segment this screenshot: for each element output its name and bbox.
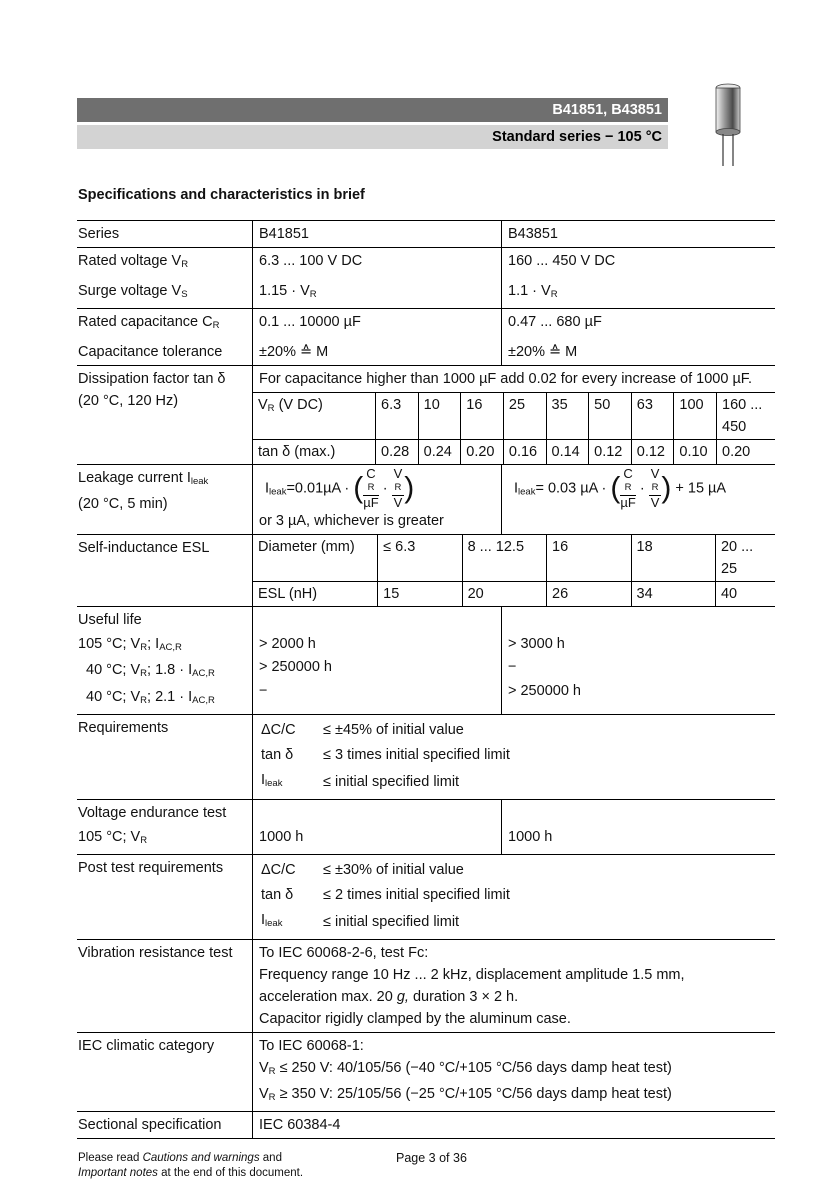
tan-cell: 0.28 (376, 440, 419, 465)
voltage-cell: 35 (546, 393, 589, 440)
row-iec-climatic (77, 1033, 775, 1112)
row-post-test (77, 855, 775, 940)
page-number: Page 3 of 36 (396, 1151, 467, 1165)
tan-cell: 0.12 (631, 440, 674, 465)
tan-header: tan δ (max.) (253, 440, 376, 465)
diameter-header: Diameter (mm) (258, 539, 355, 555)
voltage-cell: 50 (589, 393, 632, 440)
tan-cell: 0.20 (461, 440, 504, 465)
endurance-b: 1000 h (502, 800, 776, 855)
useful-life-a: > 2000 h > 250000 h − (253, 607, 502, 715)
requirements-cell (253, 715, 776, 800)
label-sectional: Sectional specification (77, 1112, 253, 1139)
vr-header: $V_R$ (V DC) (253, 393, 376, 440)
post-test-item: $I_{leak}$ ≤ initial specified limit (261, 912, 460, 930)
diameter-cell: ≤ 6.3 (378, 535, 462, 582)
diameter-cell: 20 ... 25 (715, 535, 775, 582)
series-title: Standard series − 105 °C (492, 129, 662, 145)
endurance-a: 1000 h (253, 800, 502, 855)
capacitor-icon (708, 82, 748, 166)
label-rated-voltage: Rated voltage $V_R$ (77, 248, 253, 279)
leakage-note: or 3 µA, whichever is greater (259, 513, 444, 529)
sectional-value: IEC 60384-4 (253, 1112, 776, 1139)
label-iec-climatic: IEC climatic category (77, 1033, 253, 1112)
tan-row (253, 440, 775, 465)
row-endurance (77, 800, 775, 855)
label-vibration: Vibration resistance test (77, 940, 253, 1033)
tan-cell: 0.24 (418, 440, 461, 465)
voltage-cell: 63 (631, 393, 674, 440)
esl-value: 20 (462, 582, 546, 607)
label-useful-life: Useful life 105 °C; $V_R$; $I_{AC,R}$ 40 °C; $V_R$; $1.8 \cdot I_{AC,R}$ 40 °C; $V_R$; $2.1 \cdot I_{AC,R}$ (77, 607, 253, 715)
rated-voltage-b: 160 ... 450 V DC (502, 248, 776, 279)
surge-voltage-b: $1.1 \cdot V_R$ (502, 278, 776, 309)
series-bar (77, 125, 668, 149)
row-sectional (77, 1112, 775, 1139)
tan-cell: 0.12 (589, 440, 632, 465)
esl-value: 26 (547, 582, 631, 607)
label-post-test: Post test requirements (77, 855, 253, 940)
voltage-cell: 10 (418, 393, 461, 440)
row-useful-life (77, 607, 775, 715)
tan-cell: 0.14 (546, 440, 589, 465)
rated-capacitance-a: 0.1 ... 10000 µF (259, 314, 361, 330)
part-number-bar (77, 98, 668, 122)
useful-life-b: > 3000 h − > 250000 h (502, 607, 776, 715)
voltage-row (253, 393, 775, 440)
rated-capacitance-b: 0.47 ... 680 µF (502, 309, 776, 340)
row-cap-tolerance (77, 339, 775, 366)
iec-climatic-cell: To IEC 60068-1: $V_R \le 250$ V: 40/105/56 (−40 °C/+105 °C/56 days damp heat test) $V_R \ge 350$ V: 25/105/56 (−25 °C/+105 °C/56 days damp heat test) (253, 1033, 776, 1112)
label-surge-voltage: Surge voltage $V_S$ (77, 278, 253, 309)
rated-voltage-a: 6.3 ... 100 V DC (259, 253, 363, 269)
requirement-item: $I_{leak}$ ≤ initial specified limit (261, 772, 460, 790)
tan-cell: 0.20 (717, 440, 776, 465)
section-heading: Specifications and characteristics in brief (78, 187, 365, 203)
row-series (77, 221, 775, 248)
spec-table (77, 220, 775, 1139)
label-rated-capacitance: Rated capacitance $C_R$ (77, 309, 253, 340)
esl-value: 15 (378, 582, 462, 607)
vibration-cell: To IEC 60068-2-6, test Fc: Frequency range 10 Hz ... 2 kHz, displacement amplitude 1.5 mm, acceleration max. 20 g, duration 3 × 2 h. Capacitor rigidly clamped by the aluminum case. (253, 940, 776, 1033)
requirements-list (259, 717, 512, 797)
voltage-cell: 160 ... 450 (717, 393, 776, 440)
voltage-cell: 6.3 (376, 393, 419, 440)
esl-value: 34 (631, 582, 715, 607)
label-series: Series (77, 221, 253, 248)
esl-row (253, 582, 775, 607)
tan-cell: 0.16 (503, 440, 546, 465)
diameter-row (253, 535, 775, 582)
row-esl (77, 535, 775, 607)
esl-cell (253, 535, 776, 607)
row-leakage (77, 465, 775, 535)
tan-cell: 0.10 (674, 440, 717, 465)
row-requirements (77, 715, 775, 800)
post-test-list (259, 857, 512, 937)
series-b: B43851 (502, 221, 776, 248)
footer-note: Please read Cautions and warnings and Important notes at the end of this document. (78, 1152, 304, 1179)
part-numbers: B41851, B43851 (552, 102, 662, 118)
voltage-cell: 100 (674, 393, 717, 440)
cap-tolerance-a: ±20% ≙ M (253, 339, 502, 366)
esl-header: ESL (nH) (253, 582, 378, 607)
voltage-cell: 25 (503, 393, 546, 440)
label-leakage: Leakage current $I_{leak}$ (20 °C, 5 min) (77, 465, 253, 535)
esl-table (253, 535, 775, 606)
row-rated-voltage (77, 248, 775, 279)
diameter-cell: 16 (547, 535, 631, 582)
diameter-cell: 8 ... 12.5 (462, 535, 546, 582)
leakage-formula-a: $I_{leak}=0.01\mu A$ · ( C R µF · V R V ) (265, 466, 415, 510)
label-cap-tolerance: Capacitance tolerance (77, 339, 253, 366)
label-endurance: Voltage endurance test 105 °C; $V_R$ (77, 800, 253, 855)
diameter-cell: 18 (631, 535, 715, 582)
leakage-a (253, 465, 502, 535)
post-test-item: tan δ ≤ 2 times initial specified limit (261, 887, 510, 903)
row-surge-voltage (77, 278, 775, 309)
series-a: B41851 (253, 221, 502, 248)
post-test-item: ΔC/C ≤ ±30% of initial value (261, 862, 464, 878)
esl-value: 40 (715, 582, 775, 607)
row-vibration (77, 940, 775, 1033)
important-notes-link: Important notes (78, 1167, 158, 1179)
leakage-formula-b: $I_{leak}= 0.03$ µA · ( C R µF · V R V ) + 15 µA (514, 466, 727, 510)
cap-tolerance-b: ±20% ≙ M (502, 339, 776, 366)
requirement-item: tan δ ≤ 3 times initial specified limit (261, 747, 510, 763)
cautions-link: Cautions and warnings (142, 1152, 260, 1164)
dissipation-cell (253, 366, 776, 465)
dissipation-table (253, 392, 775, 464)
post-test-cell (253, 855, 776, 940)
leakage-b (502, 465, 776, 535)
row-dissipation (77, 366, 775, 465)
requirement-item: ΔC/C ≤ ±45% of initial value (261, 722, 464, 738)
voltage-cell: 16 (461, 393, 504, 440)
surge-voltage-a: $1.15 \cdot V_R$ (253, 278, 502, 309)
label-esl: Self-inductance ESL (77, 535, 253, 607)
label-dissipation: Dissipation factor tan δ (20 °C, 120 Hz) (77, 366, 253, 465)
row-rated-capacitance (77, 309, 775, 340)
dissipation-note: For capacitance higher than 1000 µF add 0.02 for every increase of 1000 µF. (259, 371, 753, 387)
label-requirements: Requirements (77, 715, 253, 800)
